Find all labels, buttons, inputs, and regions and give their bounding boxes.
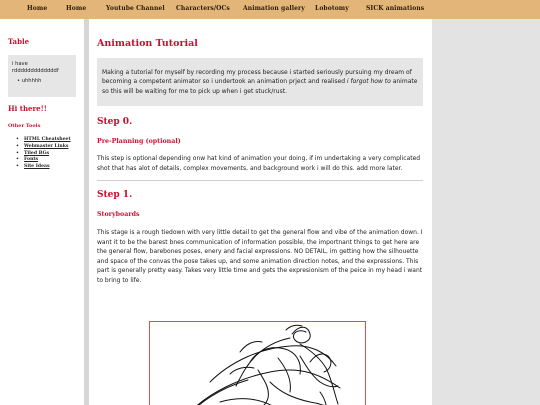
step-0-heading: Step 0. — [97, 117, 133, 127]
page-title: Animation Tutorial — [97, 38, 198, 49]
tool-list — [16, 137, 71, 171]
intro-text-end: animate so this will be waiting for me to pick up when i get stuck/rust. — [102, 78, 418, 95]
tool-link-tiled-bgs[interactable]: • Tiled BGs — [16, 151, 71, 158]
sidebar-table-box — [8, 55, 76, 97]
intro-text: Making a tutorial for myself by recording my process because i started seriously pursuing my dream of becoming a competent animator so i undertook an animation prject and realised — [102, 69, 412, 86]
right-margin — [432, 19, 540, 405]
sidebar-box-line: i have — [12, 61, 28, 67]
nav-lobotomy-link[interactable]: Lobotomy — [315, 5, 349, 12]
sidebar-other-tools-title: Other Tools — [8, 123, 41, 129]
step-1-heading: Step 1. — [97, 190, 133, 200]
nav-characters-link[interactable]: Characters/OCs — [176, 5, 230, 12]
step-0-subheading: Pre-Planning (optional) — [97, 138, 181, 145]
nav-home-link[interactable]: Home — [27, 5, 48, 12]
main-content — [89, 19, 432, 405]
nav-sick-animations-link[interactable]: SICK animations — [366, 5, 425, 12]
step-0-text: This step is optional depending onw hat kind of animation your doing, if im undertaking a very complicated shot that has alot of details, complex movements, and background work i will do this. add more later. — [97, 155, 421, 172]
intro-box — [97, 58, 423, 106]
nav-animation-gallery-link[interactable]: Animation gallery — [243, 5, 305, 12]
tool-link-site-ideas[interactable]: • Site Ideas — [16, 164, 71, 171]
tool-link-webmaster-links[interactable]: • Webmaster Links — [16, 144, 71, 151]
sidebar-hi-title: Hi there!! — [8, 104, 47, 113]
step-1-text: This stage is a rough tiedown with very little detail to get the general flow and vibe of the animation down. I want it to be the barest bnes communication of information possible, the importnant things to get here are the general flow, barebones poses, enery and facial expressions. NO DETAIL, im getting how the silhouette and space of the convas the pose takes up, and some animation direction notes, and the expressions. This part is generally pretty easy. Takes very little time and gets the expresionism of the peice in my head i want to bring to life. — [97, 229, 423, 284]
sketch-drawing — [150, 322, 366, 405]
top-nav-bar — [0, 0, 540, 19]
sidebar-box-line: rdddddddddddddf — [12, 67, 59, 74]
storyboard-sketch-image — [149, 321, 366, 405]
sidebar — [0, 19, 85, 405]
nav-youtube-link[interactable]: Youtube Channel — [106, 5, 165, 12]
nav-home-link-2[interactable]: Home — [66, 5, 87, 12]
sidebar-box-bullet: • uhhhhh — [17, 78, 42, 84]
intro-emphasis: i forgot how to — [346, 78, 391, 86]
step-1-subheading: Storyboards — [97, 211, 140, 218]
tool-link-html-cheatsheet[interactable]: • HTML Cheatsheet — [16, 137, 71, 144]
sidebar-table-title: Table — [8, 37, 30, 46]
tool-link-fonts[interactable]: • Fonts — [16, 157, 71, 164]
section-divider — [97, 180, 423, 181]
sidebar-box-bullet-text: uhhhhh — [21, 78, 42, 84]
